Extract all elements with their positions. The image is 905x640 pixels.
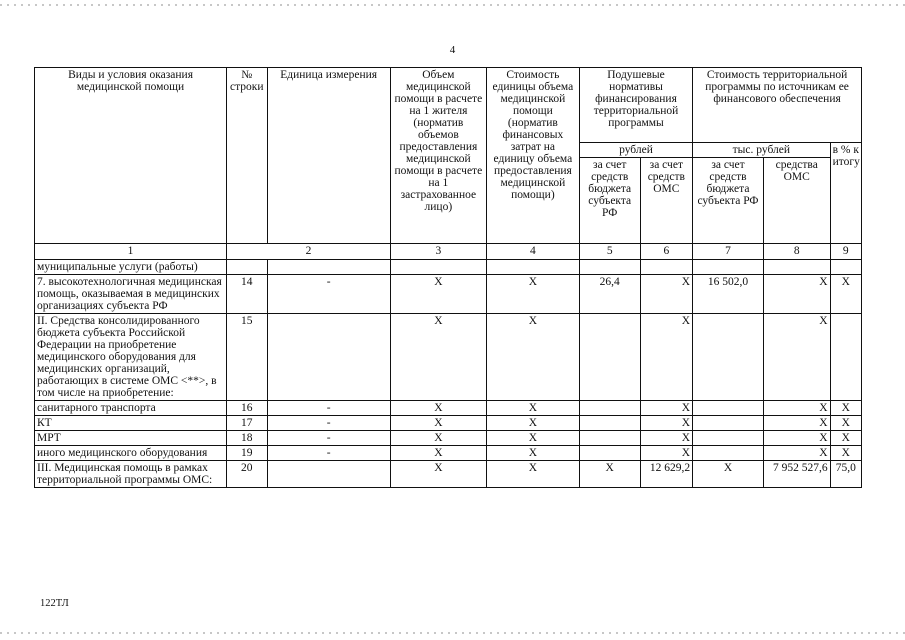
header-kind: Виды и условия оказания медицинской помощи [35,68,227,244]
row-volume: X [390,275,486,314]
row-percent: 75,0 [830,461,861,488]
column-numbers-row [35,244,862,260]
table-row [35,260,862,275]
table-row [35,314,862,401]
column-number: 8 [763,244,830,260]
row-name: II. Средства консолидированного бюджета субъекта Российской Федерации на приобретение медицинского оборудования для медицинских организаций, работающих в системе ОМС <**>, в том числе на приобретение: [35,314,227,401]
row-name: иного медицинского оборудования [35,446,227,461]
header-per-capita: Подушевые нормативы финансирования территориальной программы [579,68,692,143]
row-percent [830,314,861,401]
header-cost: Стоимость единицы объема медицинской помощи (норматив финансовых затрат на единицу объема предоставления медицинской помощи) [486,68,579,244]
row-cost-oms: X [763,314,830,401]
row-per-capita-budget [579,401,640,416]
header-cost-sources: Стоимость территориальной программы по источникам ее финансового обеспечения [693,68,862,143]
row-per-capita-oms: X [640,416,693,431]
row-number: 14 [227,275,267,314]
scan-artifact-bottom [0,632,905,634]
row-per-capita-budget [579,416,640,431]
row-number: 15 [227,314,267,401]
column-number: 9 [830,244,861,260]
row-cost: X [486,314,579,401]
row-cost: X [486,461,579,488]
row-volume: X [390,446,486,461]
row-cost: X [486,416,579,431]
row-name: 7. высокотехнологичная медицинская помощь, оказываемая в медицинских организациях субъекта РФ [35,275,227,314]
row-cost-budget: X [693,461,764,488]
row-per-capita-oms: X [640,431,693,446]
header-thousand-rubles: тыс. рублей [693,143,830,158]
scan-artifact-top [0,4,905,6]
row-percent: X [830,446,861,461]
column-number: 5 [579,244,640,260]
column-number: 7 [693,244,764,260]
row-cost-oms: X [763,446,830,461]
row-per-capita-oms: X [640,275,693,314]
column-number: 2 [227,244,391,260]
row-volume: X [390,314,486,401]
row-number [227,260,267,275]
row-cost-budget [693,416,764,431]
row-number: 19 [227,446,267,461]
row-cost-oms: 7 952 527,6 [763,461,830,488]
header-pc-oms: за счет средств ОМС [640,158,693,244]
row-per-capita-oms: 12 629,2 [640,461,693,488]
row-cost-budget [693,431,764,446]
row-cost-budget [693,401,764,416]
row-cost: X [486,431,579,446]
row-name: МРТ [35,431,227,446]
row-cost-oms: X [763,431,830,446]
row-cost-oms: X [763,416,830,431]
row-percent: X [830,275,861,314]
row-volume: X [390,461,486,488]
financing-table [34,67,862,488]
row-cost-oms: X [763,275,830,314]
row-unit: - [267,431,390,446]
row-unit [267,314,390,401]
row-cost: X [486,446,579,461]
table-row [35,275,862,314]
row-unit: - [267,446,390,461]
column-number: 3 [390,244,486,260]
table-row [35,431,862,446]
header-cs-budget: за счет средств бюджета субъекта РФ [693,158,764,244]
row-number: 16 [227,401,267,416]
header-percent-total: в % к итогу [830,143,861,244]
table-row [35,446,862,461]
row-cost: X [486,275,579,314]
row-cost [486,260,579,275]
row-unit: - [267,416,390,431]
row-volume: X [390,401,486,416]
row-number: 18 [227,431,267,446]
header-pc-budget: за счет средств бюджета субъекта РФ [579,158,640,244]
row-name: муниципальные услуги (работы) [35,260,227,275]
row-per-capita-oms: X [640,314,693,401]
row-percent: X [830,416,861,431]
row-percent: X [830,431,861,446]
row-volume [390,260,486,275]
row-name: санитарного транспорта [35,401,227,416]
table-row [35,461,862,488]
row-percent [830,260,861,275]
column-number: 6 [640,244,693,260]
row-cost-budget [693,260,764,275]
row-unit [267,260,390,275]
row-unit [267,461,390,488]
row-cost-budget [693,314,764,401]
header-cs-oms: средства ОМС [763,158,830,244]
row-per-capita-oms [640,260,693,275]
row-per-capita-oms: X [640,401,693,416]
header-row-no: № строки [227,68,267,244]
table-row [35,416,862,431]
row-volume: X [390,431,486,446]
row-cost: X [486,401,579,416]
row-unit: - [267,275,390,314]
row-cost-budget: 16 502,0 [693,275,764,314]
row-cost-oms [763,260,830,275]
page-number: 4 [449,44,456,56]
row-name: III. Медицинская помощь в рамках территориальной программы ОМС: [35,461,227,488]
row-per-capita-budget [579,431,640,446]
table-row [35,401,862,416]
row-name: КТ [35,416,227,431]
row-per-capita-budget [579,260,640,275]
row-per-capita-budget: X [579,461,640,488]
column-number: 1 [35,244,227,260]
row-cost-oms: X [763,401,830,416]
row-per-capita-budget [579,446,640,461]
row-cost-budget [693,446,764,461]
header-volume: Объем медицинской помощи в расчете на 1 жителя (норматив объемов предоставления медицинской помощи в расчете на 1 застрахованное лицо) [390,68,486,244]
row-per-capita-budget: 26,4 [579,275,640,314]
footer-code: 122ТЛ [40,598,69,609]
column-number: 4 [486,244,579,260]
header-rubles: рублей [579,143,692,158]
row-number: 20 [227,461,267,488]
header-unit: Единица измерения [267,68,390,244]
row-number: 17 [227,416,267,431]
row-per-capita-budget [579,314,640,401]
row-percent: X [830,401,861,416]
row-volume: X [390,416,486,431]
row-per-capita-oms: X [640,446,693,461]
row-unit: - [267,401,390,416]
